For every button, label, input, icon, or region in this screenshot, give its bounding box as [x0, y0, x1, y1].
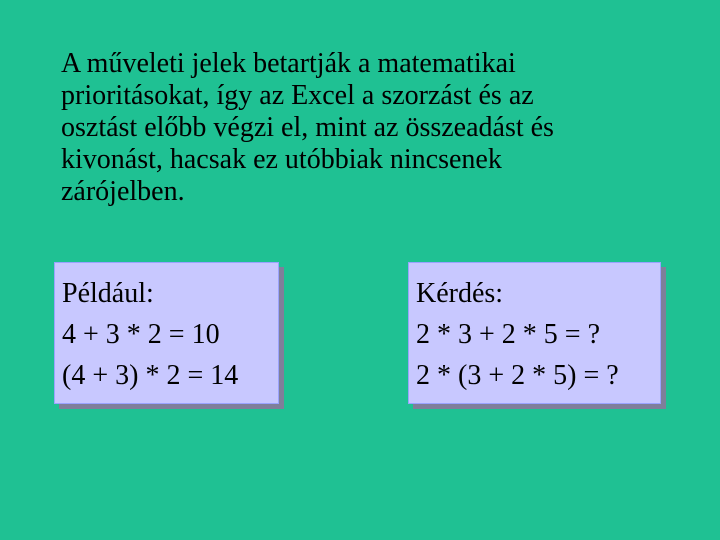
example-formula: (4 + 3) * 2 = 14	[62, 360, 239, 391]
paragraph-line: zárójelben.	[61, 176, 185, 207]
example-formula: 4 + 3 * 2 = 10	[62, 319, 220, 350]
paragraph-line: A műveleti jelek betartják a matematikai	[61, 48, 516, 79]
question-formula: 2 * (3 + 2 * 5) = ?	[416, 360, 619, 391]
example-title: Például:	[62, 278, 154, 309]
paragraph-line: osztást előbb végzi el, mint az összeadást és	[61, 112, 554, 143]
explanation-paragraph	[61, 48, 671, 208]
question-title: Kérdés:	[416, 278, 504, 309]
paragraph-line: prioritásokat, így az Excel a szorzást és az	[61, 80, 534, 111]
question-formula: 2 * 3 + 2 * 5 = ?	[416, 319, 601, 350]
question-box	[408, 262, 661, 404]
paragraph-line: kivonást, hacsak ez utóbbiak nincsenek	[61, 144, 502, 175]
example-box	[54, 262, 279, 404]
